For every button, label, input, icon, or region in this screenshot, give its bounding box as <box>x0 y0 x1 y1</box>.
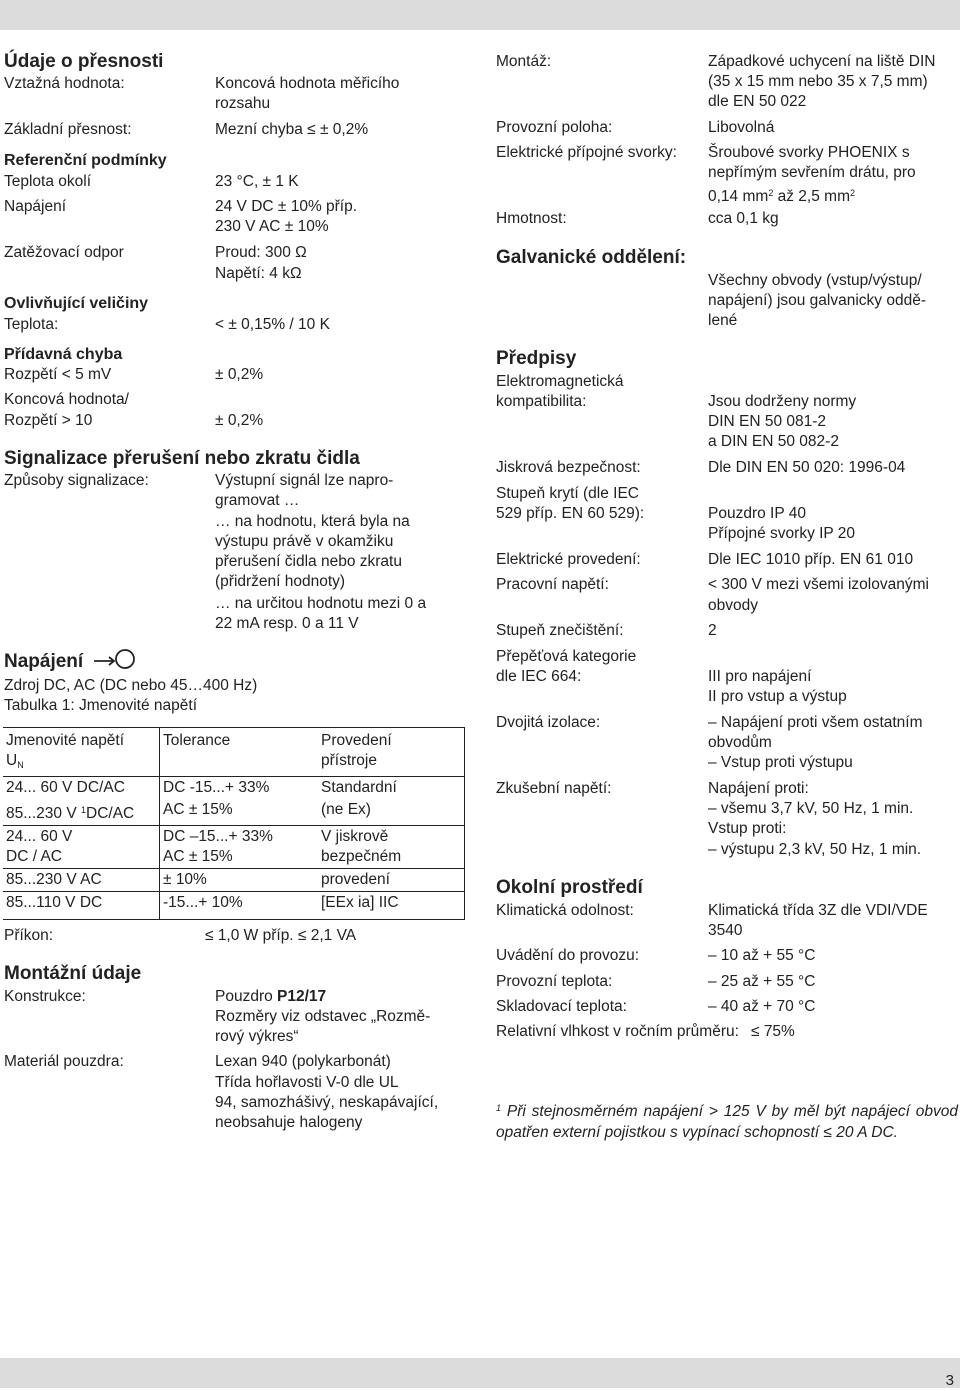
table-row <box>3 892 465 920</box>
signal-line-2: gramovat … <box>215 492 300 509</box>
terminals-label: Elektrické přípojné svorky: <box>496 144 677 161</box>
emc-label-1: Elektromagnetická <box>496 373 624 390</box>
table-cell: AC ± 15% <box>163 801 233 818</box>
test-line-2: – všemu 3,7 kV, 50 Hz, 1 min. <box>708 800 914 817</box>
table-cell: 24... 60 V DC/AC <box>3 777 160 800</box>
mount-line-2: (35 x 15 mm nebo 35 x 7,5 mm) <box>708 73 928 90</box>
subtitle-additional-error: Přídavná chyba <box>4 346 123 363</box>
double-line-1: – Napájení proti všem ostatním <box>708 714 923 731</box>
supply-value-2: 230 V AC ± 10% <box>215 218 329 235</box>
test-line-4: – výstupu 2,3 kV, 50 Hz, 1 min. <box>708 841 922 858</box>
power-supply-icon <box>92 648 138 670</box>
nominal-voltage-table <box>3 727 465 920</box>
basic-label: Základní přesnost: <box>4 121 132 138</box>
ip-label-2: 529 příp. EN 60 529): <box>496 505 645 522</box>
test-line-1: Napájení proti: <box>708 780 809 797</box>
work-line-1: < 300 V mezi všemi izolovanými <box>708 576 929 593</box>
humidity-value: ≤ 75% <box>751 1023 795 1040</box>
table-cell: 85...230 V AC <box>3 869 160 892</box>
construction-label: Konstrukce: <box>4 988 86 1005</box>
section-title-power: Napájení <box>4 651 84 672</box>
galv-line-3: lené <box>708 312 738 329</box>
galv-line-1: Všechny obvody (vstup/výstup/ <box>708 272 922 289</box>
ip-label-1: Stupeň krytí (dle IEC <box>496 485 640 502</box>
table-row <box>3 777 465 800</box>
double-line-2: obvodům <box>708 734 772 751</box>
storage-label: Skladovací teplota: <box>496 998 627 1015</box>
table-cell: -15...+ 10% <box>160 892 319 920</box>
emc-line-1: Jsou dodrženy normy <box>708 393 857 410</box>
emc-line-2: DIN EN 50 081-2 <box>708 413 827 430</box>
material-line-1: Lexan 940 (polykarbonát) <box>215 1053 391 1070</box>
basic-value: Mezní chyba ≤ ± 0,2% <box>215 121 369 138</box>
table-cell: provedení <box>318 869 465 892</box>
work-line-2: obvody <box>708 597 758 614</box>
overvolt-label-1: Přepěťová kategorie <box>496 648 637 665</box>
signal-line-7: … na určitou hodnotu mezi 0 a <box>215 595 427 612</box>
signal-line-3: … na hodnotu, která byla na <box>215 513 410 530</box>
material-line-4: neobsahuje halogeny <box>215 1114 363 1131</box>
signal-label: Způsoby signalizace: <box>4 472 149 489</box>
mount-line-1: Západkové uchycení na liště DIN <box>708 53 936 70</box>
optemp-value: – 25 až + 55 °C <box>708 973 816 990</box>
overvolt-line-1: III pro napájení <box>708 668 812 685</box>
subtitle-ref-conditions: Referenční podmínky <box>4 152 167 169</box>
span-label: Rozpětí < 5 mV <box>4 366 112 383</box>
section-title-mounting: Montážní údaje <box>4 963 142 984</box>
section-title-regulations: Předpisy <box>496 348 577 369</box>
table-cell: 85...230 V $^1$DC/AC <box>3 799 160 826</box>
spark-value: Dle DIN EN 50 020: 1996-04 <box>708 459 906 476</box>
construction-value: Pouzdro P12/17 <box>215 988 327 1005</box>
emc-label-2: kompatibilita: <box>496 393 587 410</box>
supply-value-1: 24 V DC ± 10% příp. <box>215 198 358 215</box>
material-line-2: Třída hořlavosti V-0 dle UL <box>215 1074 399 1091</box>
weight-label: Hmotnost: <box>496 210 567 227</box>
load-label: Zatěžovací odpor <box>4 244 124 261</box>
page-number: 3 <box>945 1372 954 1389</box>
table-row <box>3 826 465 869</box>
terminals-line-3: 0,14 $mm^2$ až 2,5 $mm^2$ <box>708 188 856 205</box>
commission-label: Uvádění do provozu: <box>496 947 640 964</box>
load-value-1: Proud: 300 Ω <box>215 244 307 261</box>
ip-line-1: Pouzdro IP 40 <box>708 505 806 522</box>
table-cell: ± 10% <box>160 869 319 892</box>
signal-line-1: Výstupní signál lze napro- <box>215 472 394 489</box>
table-row <box>3 869 465 892</box>
emc-line-3: a DIN EN 50 082-2 <box>708 433 839 450</box>
optemp-label: Provozní teplota: <box>496 973 613 990</box>
mount-label: Montáž: <box>496 53 552 70</box>
weight-value: cca 0,1 kg <box>708 210 779 227</box>
ip-line-2: Přípojné svorky IP 20 <box>708 525 856 542</box>
table-cell: DC -15...+ 33% <box>160 777 319 800</box>
table-header-version: Provedení přístroje <box>321 732 392 769</box>
ref-value: Koncová hodnota měřicího rozsahu <box>215 75 400 112</box>
material-line-3: 94, samozhášivý, neskapávající, <box>215 1094 439 1111</box>
table-cell: (ne Ex) <box>321 801 371 818</box>
table-header-tolerance: Tolerance <box>163 732 231 749</box>
ref-label: Vztažná hodnota: <box>4 75 125 92</box>
construction-line-2: Rozměry viz odstavec „Rozmě- <box>215 1008 431 1025</box>
section-title-environment: Okolní prostředí <box>496 877 643 898</box>
position-label: Provozní poloha: <box>496 119 613 136</box>
terminals-line-2: nepřímým sevřením drátu, pro <box>708 164 916 181</box>
elec-value: Dle IEC 1010 příp. EN 61 010 <box>708 551 914 568</box>
work-label: Pracovní napětí: <box>496 576 609 593</box>
supply-label: Napájení <box>4 198 67 215</box>
power-source: Zdroj DC, AC (DC nebo 45…400 Hz) <box>4 677 258 694</box>
climate-line-2: 3540 <box>708 922 743 939</box>
footnote: $^1$ Při stejnosměrném napájení > 125 V by měl být napájecí obvod opatřen externí pojistkou s vypínací schopností ≤ 20 A DC. <box>496 1103 958 1141</box>
table-caption: Tabulka 1: Jmenovité napětí <box>4 697 198 714</box>
signal-line-8: 22 mA resp. 0 a 11 V <box>215 615 359 632</box>
humidity-label: Relativní vlhkost v ročním průměru: <box>496 1023 739 1040</box>
table-cell: 24... 60 V DC / AC <box>3 826 160 869</box>
table-cell: DC –15...+ 33% AC ± 15% <box>160 826 319 869</box>
table-header-voltage: Jmenovité napětí $U_N$ <box>3 728 160 777</box>
pollution-value: 2 <box>708 622 717 639</box>
span-value: ± 0,2% <box>215 366 264 383</box>
end-label-2: Rozpětí > 10 <box>4 412 93 429</box>
influence-temp-value: < ± 0,15% / 10 K <box>215 316 330 333</box>
influence-temp-label: Teplota: <box>4 316 59 333</box>
elec-label: Elektrické provedení: <box>496 551 641 568</box>
table-cell: [EEx ia] IIC <box>318 892 465 920</box>
end-label-1: Koncová hodnota/ <box>4 391 129 408</box>
table-cell: 85...110 V DC <box>3 892 160 920</box>
temp-value: 23 °C, ± 1 K <box>215 173 299 190</box>
subtitle-influence: Ovlivňující veličiny <box>4 295 149 312</box>
table-header-row <box>3 728 465 777</box>
terminals-line-1: Šroubové svorky PHOENIX s <box>708 144 910 161</box>
spark-label: Jiskrová bezpečnost: <box>496 459 641 476</box>
input-power-value: ≤ 1,0 W příp. ≤ 2,1 VA <box>205 927 357 944</box>
overvolt-line-2: II pro vstup a výstup <box>708 688 847 705</box>
storage-value: – 40 až + 70 °C <box>708 998 816 1015</box>
table-cell: Standardní <box>318 777 465 800</box>
header-bar <box>0 0 960 30</box>
load-value-2: Napětí: 4 kΩ <box>215 265 302 282</box>
test-label: Zkušební napětí: <box>496 780 612 797</box>
pollution-label: Stupeň znečištění: <box>496 622 624 639</box>
signal-line-4: výstupu právě v okamžiku <box>215 533 394 550</box>
input-power-label: Příkon: <box>4 927 54 944</box>
position-value: Libovolná <box>708 119 775 136</box>
climate-line-1: Klimatická třída 3Z dle VDI/VDE <box>708 902 928 919</box>
test-line-3: Vstup proti: <box>708 820 787 837</box>
galv-line-2: napájení) jsou galvanicky oddě- <box>708 292 926 309</box>
signal-line-6: (přidržení hodnoty) <box>215 573 346 590</box>
double-label: Dvojitá izolace: <box>496 714 601 731</box>
climate-label: Klimatická odolnost: <box>496 902 634 919</box>
table-cell: V jiskrově bezpečném <box>318 826 465 869</box>
signal-line-5: přerušení čidla nebo zkratu <box>215 553 402 570</box>
footer-bar <box>0 1358 960 1388</box>
overvolt-label-2: dle IEC 664: <box>496 668 582 685</box>
commission-value: – 10 až + 55 °C <box>708 947 816 964</box>
construction-line-3: rový výkres“ <box>215 1028 299 1045</box>
mount-line-3: dle EN 50 022 <box>708 93 807 110</box>
double-line-3: – Vstup proti výstupu <box>708 754 853 771</box>
section-title-galvanic: Galvanické oddělení: <box>496 247 687 268</box>
end-value: ± 0,2% <box>215 412 264 429</box>
section-title-signal: Signalizace přerušení nebo zkratu čidla <box>4 448 360 469</box>
section-title-accuracy: Údaje o přesnosti <box>4 51 164 72</box>
temp-label: Teplota okolí <box>4 173 92 190</box>
material-label: Materiál pouzdra: <box>4 1053 124 1070</box>
table-row <box>3 799 465 826</box>
